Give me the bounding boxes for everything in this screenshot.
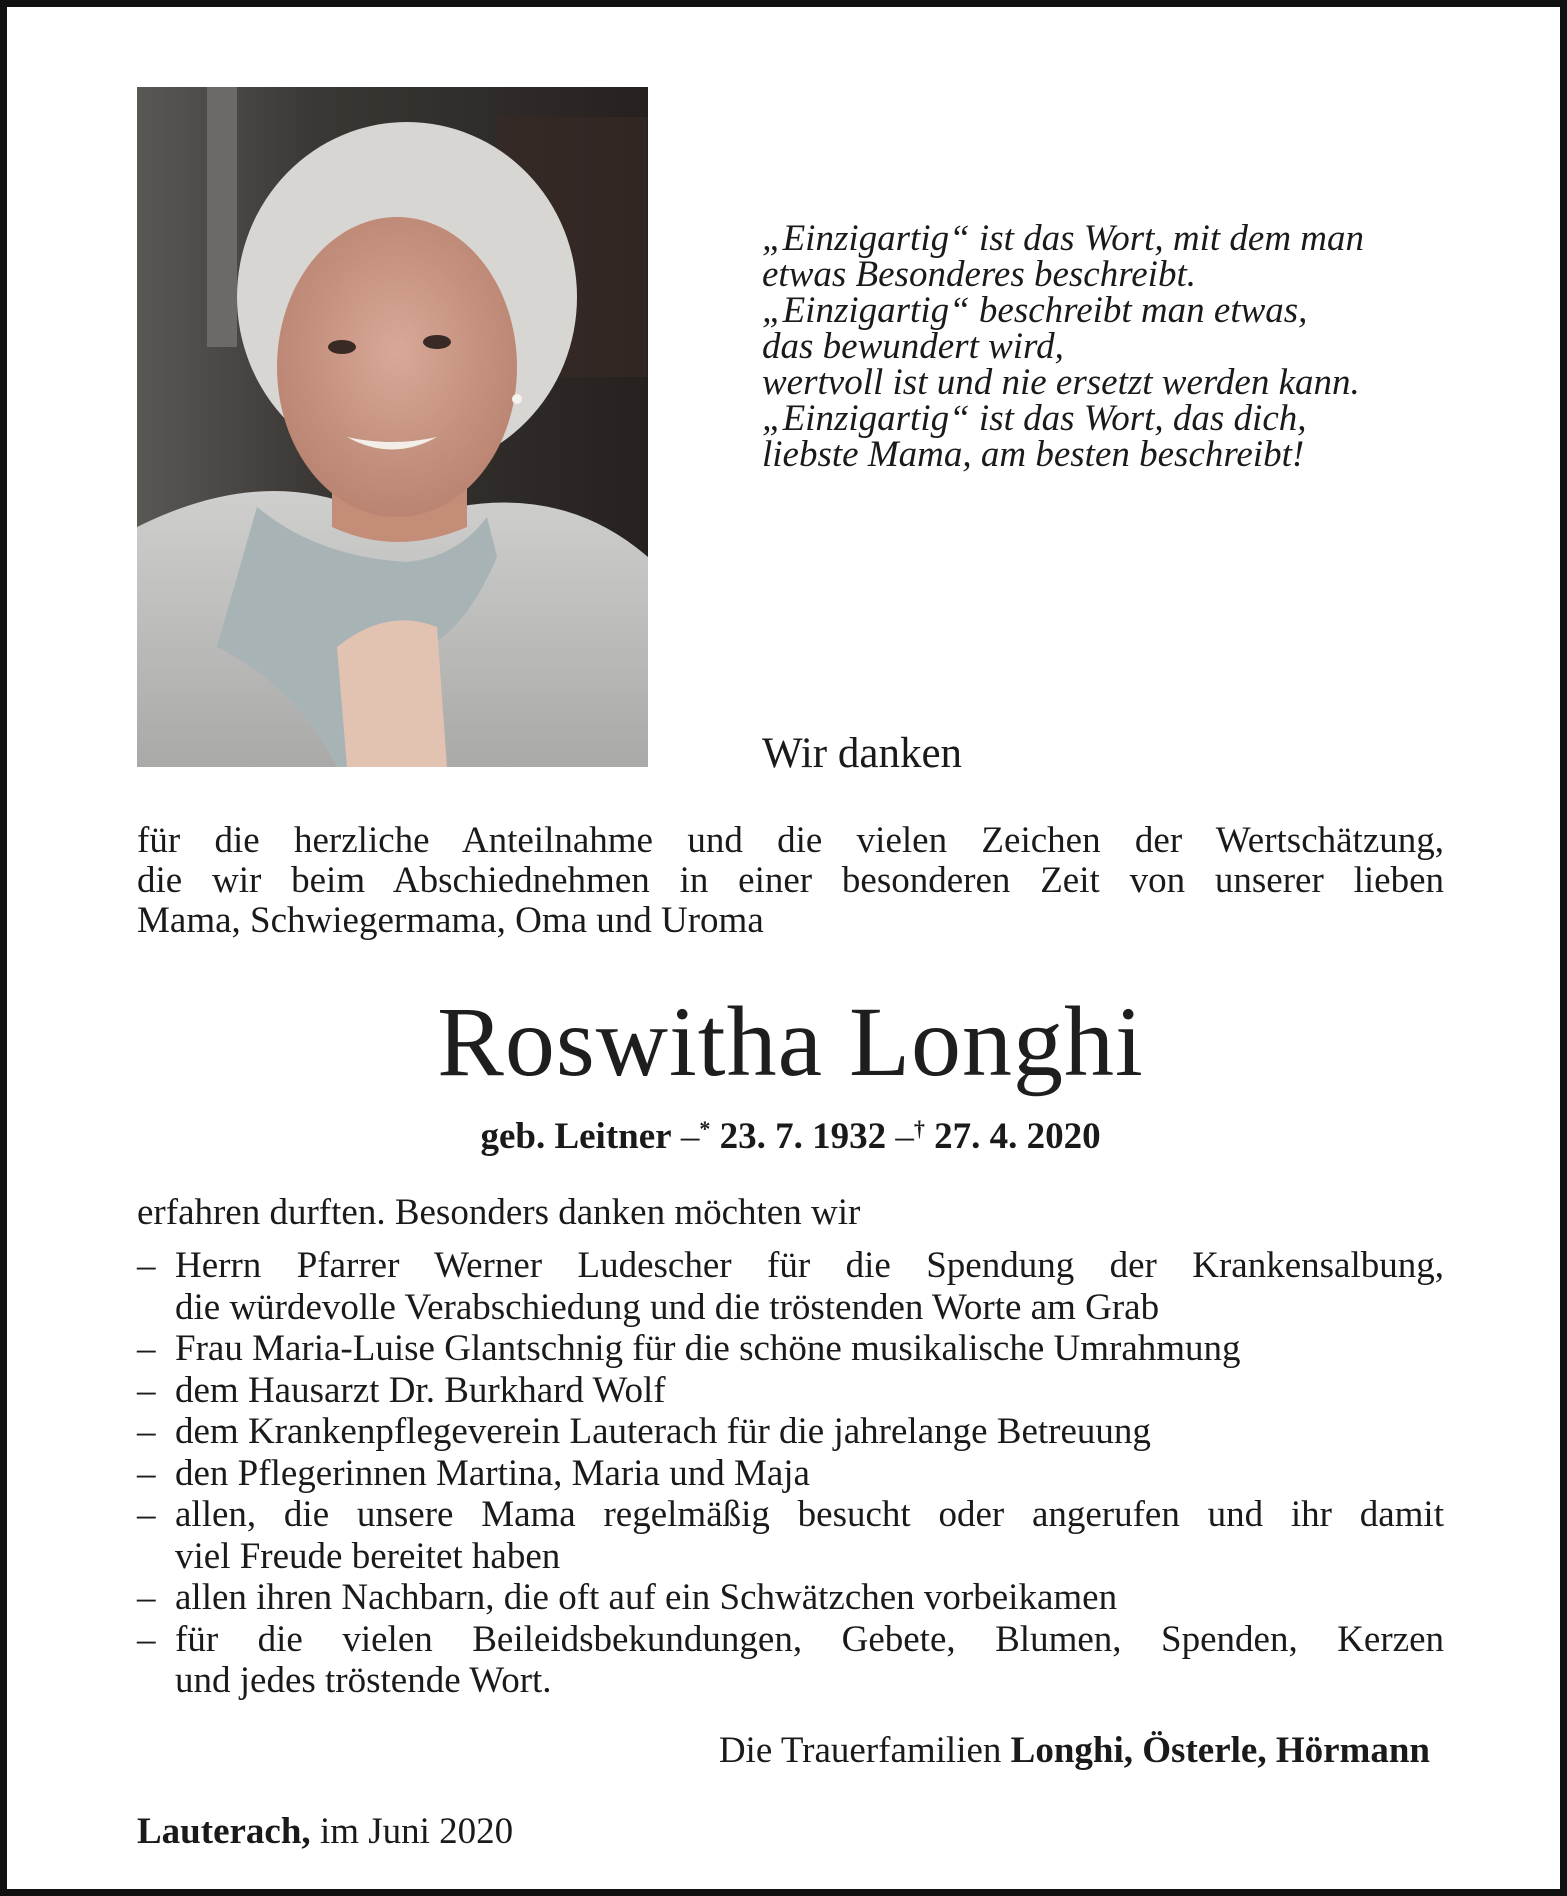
thanks-list bbox=[137, 1245, 1444, 1702]
list-item-line: und jedes tröstende Wort. bbox=[175, 1660, 552, 1701]
list-item bbox=[137, 1453, 1444, 1495]
poem-line: das bewundert wird, bbox=[762, 326, 1064, 367]
portrait-illustration bbox=[137, 87, 648, 767]
death-symbol: † bbox=[913, 1116, 925, 1141]
list-dash: – bbox=[137, 1577, 156, 1618]
list-item bbox=[137, 1494, 1444, 1577]
death-date: 27. 4. 2020 bbox=[934, 1116, 1101, 1157]
place-town: Lauterach, bbox=[137, 1811, 311, 1852]
poem-line: „Einzigartig“ ist das Wort, mit dem man bbox=[762, 218, 1365, 259]
thanks-heading: Wir danken bbox=[762, 730, 963, 777]
list-item-line: allen, die unsere Mama regelmäßig besucht oder angerufen und ihr damit bbox=[175, 1494, 1444, 1535]
list-dash: – bbox=[137, 1494, 156, 1535]
portrait-photo bbox=[137, 87, 648, 767]
separator: – bbox=[895, 1116, 914, 1157]
list-dash: – bbox=[137, 1411, 156, 1452]
poem-line: „Einzigartig“ beschreibt man etwas, bbox=[762, 290, 1308, 331]
separator: – bbox=[680, 1116, 700, 1157]
poem-line: liebste Mama, am besten beschreibt! bbox=[762, 434, 1305, 475]
list-item-line: dem Krankenpflegeverein Lauterach für die jahrelange Betreuung bbox=[175, 1411, 1151, 1452]
place-date bbox=[137, 1810, 513, 1854]
list-item-line: den Pflegerinnen Martina, Maria und Maja bbox=[175, 1452, 810, 1494]
signature-prefix: Die Trauerfamilien bbox=[718, 1730, 1002, 1771]
list-item bbox=[137, 1619, 1444, 1702]
signature-families: Longhi, Österle, Hörmann bbox=[1010, 1730, 1430, 1771]
intro-line: für die herzliche Anteilnahme und die vielen Zeichen der Wertschätzung, bbox=[137, 820, 1444, 861]
intro-line: die wir beim Abschiednehmen in einer besonderen Zeit von unserer lieben bbox=[137, 860, 1444, 901]
list-item-line: viel Freude bereitet haben bbox=[175, 1535, 561, 1577]
list-item bbox=[137, 1328, 1444, 1370]
poem-line: wertvoll ist und nie ersetzt werden kann. bbox=[762, 362, 1360, 403]
list-dash: – bbox=[137, 1245, 156, 1286]
list-item-line: für die vielen Beileidsbekundungen, Gebete, Blumen, Spenden, Kerzen bbox=[175, 1618, 1444, 1660]
list-dash: – bbox=[137, 1452, 156, 1494]
list-dash: – bbox=[137, 1369, 156, 1411]
poem-line: etwas Besonderes beschreibt. bbox=[762, 254, 1196, 295]
maiden-name: geb. Leitner bbox=[480, 1116, 672, 1157]
list-item-line: die würdevolle Verabschiedung und die tröstenden Worte am Grab bbox=[175, 1286, 1160, 1328]
list-item-line: allen ihren Nachbarn, die oft auf ein Schwätzchen vorbeikamen bbox=[175, 1577, 1118, 1618]
thanks-intro bbox=[137, 821, 1444, 941]
birth-symbol: * bbox=[699, 1116, 711, 1141]
poem-line: „Einzigartig“ ist das Wort, das dich, bbox=[762, 398, 1307, 439]
list-item bbox=[137, 1370, 1444, 1412]
birth-date: 23. 7. 1932 bbox=[719, 1116, 887, 1157]
list-dash: – bbox=[137, 1328, 156, 1369]
list-item bbox=[137, 1411, 1444, 1453]
list-item-line: dem Hausarzt Dr. Burkhard Wolf bbox=[175, 1369, 666, 1411]
list-item bbox=[137, 1245, 1444, 1328]
place-date-text: im Juni 2020 bbox=[319, 1811, 514, 1852]
list-dash: – bbox=[137, 1618, 156, 1660]
thanks-outro: erfahren durften. Besonders danken möchten wir bbox=[137, 1192, 861, 1233]
list-item-line: Frau Maria-Luise Glantschnig für die schöne musikalische Umrahmung bbox=[175, 1328, 1241, 1369]
intro-line: Mama, Schwiegermama, Oma und Uroma bbox=[137, 900, 764, 941]
deceased-name: Roswitha Longhi bbox=[437, 986, 1144, 1097]
signature bbox=[719, 1729, 1430, 1773]
poem bbox=[762, 218, 1482, 475]
list-item bbox=[137, 1577, 1444, 1619]
list-item-line: Herrn Pfarrer Werner Ludescher für die Spendung der Krankensalbung, bbox=[175, 1245, 1444, 1286]
life-dates bbox=[7, 1107, 1567, 1159]
